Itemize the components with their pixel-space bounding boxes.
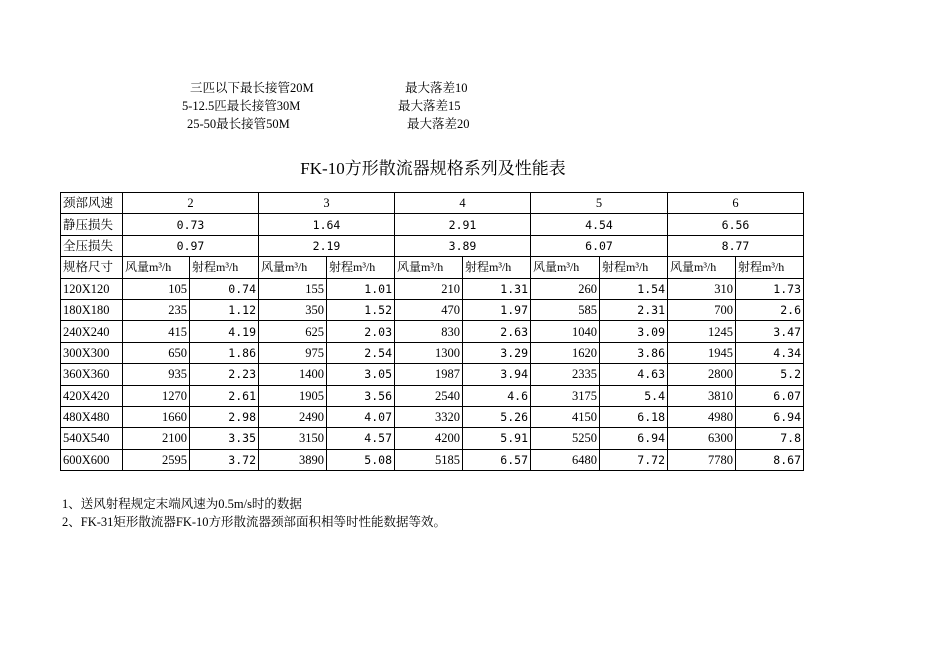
table-row [61, 385, 804, 406]
airflow-cell: 650 [123, 342, 190, 363]
airflow-cell: 2800 [668, 364, 736, 385]
column-header-row [61, 257, 804, 278]
throw-cell: 4.19 [190, 321, 259, 342]
throw-cell: 1.52 [327, 299, 395, 320]
throw-cell: 1.54 [600, 278, 668, 299]
header-value: 4 [395, 193, 531, 214]
table-row [61, 364, 804, 385]
throw-cell: 2.63 [463, 321, 531, 342]
airflow-cell: 7780 [668, 449, 736, 470]
throw-cell: 2.61 [190, 385, 259, 406]
throw-cell: 4.34 [736, 342, 804, 363]
header-value: 1.64 [259, 214, 395, 235]
throw-column-header: 射程m³/h [327, 257, 395, 278]
throw-cell: 1.01 [327, 278, 395, 299]
throw-cell: 1.86 [190, 342, 259, 363]
airflow-cell: 260 [531, 278, 600, 299]
throw-cell: 5.2 [736, 364, 804, 385]
throw-column-header: 射程m³/h [190, 257, 259, 278]
throw-cell: 3.56 [327, 385, 395, 406]
header-value: 2.91 [395, 214, 531, 235]
row-label: 颈部风速 [61, 193, 123, 214]
note-3-left: 25-50最长接管50M [187, 117, 290, 131]
airflow-cell: 105 [123, 278, 190, 299]
airflow-cell: 210 [395, 278, 463, 299]
airflow-cell: 975 [259, 342, 327, 363]
airflow-cell: 2335 [531, 364, 600, 385]
row-label: 静压损失 [61, 214, 123, 235]
airflow-cell: 415 [123, 321, 190, 342]
airflow-cell: 5185 [395, 449, 463, 470]
airflow-cell: 470 [395, 299, 463, 320]
airflow-cell: 1245 [668, 321, 736, 342]
table-row [61, 406, 804, 427]
throw-cell: 1.97 [463, 299, 531, 320]
note-3-right: 最大落差20 [407, 117, 470, 131]
airflow-cell: 3150 [259, 428, 327, 449]
header-value: 8.77 [668, 235, 804, 256]
throw-cell: 2.54 [327, 342, 395, 363]
size-cell: 480X480 [61, 406, 123, 427]
airflow-cell: 2595 [123, 449, 190, 470]
size-column-header: 规格尺寸 [61, 257, 123, 278]
throw-cell: 3.29 [463, 342, 531, 363]
note-2-right: 最大落差15 [398, 99, 461, 113]
airflow-column-header: 风量m³/h [531, 257, 600, 278]
header-value: 6.56 [668, 214, 804, 235]
header-value: 5 [531, 193, 668, 214]
throw-cell: 3.47 [736, 321, 804, 342]
airflow-cell: 1945 [668, 342, 736, 363]
throw-cell: 3.94 [463, 364, 531, 385]
footnote-1: 1、送风射程规定末端风速为0.5m/s时的数据 [62, 497, 302, 511]
size-cell: 600X600 [61, 449, 123, 470]
throw-cell: 5.91 [463, 428, 531, 449]
airflow-cell: 6480 [531, 449, 600, 470]
airflow-cell: 3810 [668, 385, 736, 406]
throw-cell: 2.03 [327, 321, 395, 342]
throw-cell: 4.07 [327, 406, 395, 427]
airflow-cell: 1270 [123, 385, 190, 406]
throw-cell: 3.09 [600, 321, 668, 342]
throw-cell: 1.31 [463, 278, 531, 299]
footnote-2: 2、FK-31矩形散流器FK-10方形散流器颈部面积相等时性能数据等效。 [62, 515, 447, 529]
throw-cell: 3.86 [600, 342, 668, 363]
note-2-left: 5-12.5匹最长接管30M [182, 99, 301, 113]
performance-table [60, 192, 804, 471]
airflow-cell: 3320 [395, 406, 463, 427]
table-row [61, 342, 804, 363]
throw-cell: 8.67 [736, 449, 804, 470]
airflow-cell: 700 [668, 299, 736, 320]
header-value: 6 [668, 193, 804, 214]
note-1-right: 最大落差10 [405, 81, 468, 95]
airflow-cell: 3890 [259, 449, 327, 470]
header-value: 4.54 [531, 214, 668, 235]
airflow-cell: 3175 [531, 385, 600, 406]
airflow-cell: 1905 [259, 385, 327, 406]
throw-cell: 6.94 [736, 406, 804, 427]
throw-cell: 3.05 [327, 364, 395, 385]
airflow-cell: 2540 [395, 385, 463, 406]
throw-cell: 2.31 [600, 299, 668, 320]
throw-cell: 6.57 [463, 449, 531, 470]
header-row [61, 193, 804, 214]
airflow-cell: 1620 [531, 342, 600, 363]
airflow-cell: 1400 [259, 364, 327, 385]
airflow-cell: 1040 [531, 321, 600, 342]
airflow-cell: 2100 [123, 428, 190, 449]
throw-cell: 1.12 [190, 299, 259, 320]
header-value: 6.07 [531, 235, 668, 256]
airflow-cell: 4150 [531, 406, 600, 427]
throw-cell: 6.18 [600, 406, 668, 427]
header-value: 2.19 [259, 235, 395, 256]
header-row [61, 214, 804, 235]
size-cell: 120X120 [61, 278, 123, 299]
size-cell: 240X240 [61, 321, 123, 342]
header-row [61, 235, 804, 256]
throw-cell: 2.23 [190, 364, 259, 385]
size-cell: 420X420 [61, 385, 123, 406]
airflow-cell: 1300 [395, 342, 463, 363]
airflow-column-header: 风量m³/h [668, 257, 736, 278]
airflow-cell: 1660 [123, 406, 190, 427]
throw-cell: 4.57 [327, 428, 395, 449]
airflow-cell: 350 [259, 299, 327, 320]
size-cell: 300X300 [61, 342, 123, 363]
size-cell: 540X540 [61, 428, 123, 449]
table-row [61, 321, 804, 342]
airflow-cell: 155 [259, 278, 327, 299]
throw-cell: 5.4 [600, 385, 668, 406]
airflow-cell: 4200 [395, 428, 463, 449]
throw-column-header: 射程m³/h [463, 257, 531, 278]
airflow-column-header: 风量m³/h [395, 257, 463, 278]
throw-cell: 4.6 [463, 385, 531, 406]
airflow-column-header: 风量m³/h [259, 257, 327, 278]
airflow-cell: 830 [395, 321, 463, 342]
airflow-cell: 625 [259, 321, 327, 342]
size-cell: 360X360 [61, 364, 123, 385]
airflow-cell: 4980 [668, 406, 736, 427]
throw-cell: 7.8 [736, 428, 804, 449]
throw-cell: 1.73 [736, 278, 804, 299]
throw-column-header: 射程m³/h [600, 257, 668, 278]
throw-cell: 0.74 [190, 278, 259, 299]
throw-cell: 3.35 [190, 428, 259, 449]
throw-cell: 6.07 [736, 385, 804, 406]
airflow-cell: 585 [531, 299, 600, 320]
note-1-left: 三匹以下最长接管20M [190, 81, 314, 95]
size-cell: 180X180 [61, 299, 123, 320]
table-row [61, 449, 804, 470]
throw-cell: 7.72 [600, 449, 668, 470]
header-value: 2 [123, 193, 259, 214]
throw-cell: 5.26 [463, 406, 531, 427]
throw-cell: 5.08 [327, 449, 395, 470]
row-label: 全压损失 [61, 235, 123, 256]
header-value: 3.89 [395, 235, 531, 256]
header-value: 3 [259, 193, 395, 214]
table-row [61, 428, 804, 449]
throw-column-header: 射程m³/h [736, 257, 804, 278]
airflow-cell: 235 [123, 299, 190, 320]
airflow-cell: 1987 [395, 364, 463, 385]
airflow-column-header: 风量m³/h [123, 257, 190, 278]
airflow-cell: 310 [668, 278, 736, 299]
header-value: 0.73 [123, 214, 259, 235]
airflow-cell: 6300 [668, 428, 736, 449]
page-title: FK-10方形散流器规格系列及性能表 [300, 159, 566, 178]
throw-cell: 4.63 [600, 364, 668, 385]
header-value: 0.97 [123, 235, 259, 256]
airflow-cell: 2490 [259, 406, 327, 427]
throw-cell: 6.94 [600, 428, 668, 449]
throw-cell: 3.72 [190, 449, 259, 470]
table-row [61, 278, 804, 299]
throw-cell: 2.98 [190, 406, 259, 427]
airflow-cell: 935 [123, 364, 190, 385]
airflow-cell: 5250 [531, 428, 600, 449]
table-row [61, 299, 804, 320]
throw-cell: 2.6 [736, 299, 804, 320]
